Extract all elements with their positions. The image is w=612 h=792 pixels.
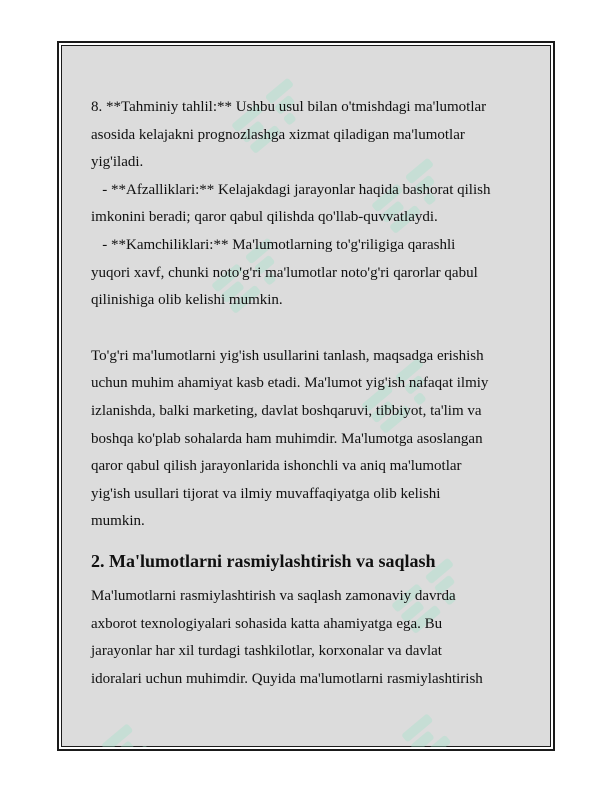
document-body (91, 94, 531, 693)
paragraph-data-collection-summary (91, 343, 531, 536)
text-line: jarayonlar har xil turdagi tashkilotlar, korxonalar va davlat (91, 643, 442, 660)
text-line: Ma'lumotlarni rasmiylashtirish va saqlash zamonaviy davrda (91, 587, 456, 604)
text-line: To'g'ri ma'lumotlarni yig'ish usullarini tanlash, maqsadga erishish (91, 347, 484, 364)
text-line: imkonini beradi; qaror qabul qilishda qo'llab-quvvatlaydi. (91, 209, 438, 226)
text-line: boshqa ko'plab sohalarda ham muhimdir. Ma'lumotga asoslangan (91, 430, 483, 447)
text-line: yig'iladi. (91, 154, 144, 171)
text-line: qaror qabul qilish jarayonlarida ishonchli va aniq ma'lumotlar (91, 458, 462, 475)
text-line: idoralari uchun muhimdir. Quyida ma'lumotlarni rasmiylashtirish (91, 670, 483, 687)
section-heading: 2. Ma'lumotlarni rasmiylashtirish va saqlash (91, 550, 436, 571)
paragraph-spacer (91, 315, 531, 343)
text-line: yuqori xavf, chunki noto'g'ri ma'lumotlar noto'g'ri qarorlar qabul (91, 264, 478, 281)
text-line: - **Afzalliklari:** Kelajakdagi jarayonlar haqida bashorat qilish (91, 181, 491, 198)
text-line: 8. **Tahminiy tahlil:** Ushbu usul bilan o'tmishdagi ma'lumotlar (91, 99, 487, 115)
text-line: qilinishiga olib kelishi mumkin. (91, 292, 283, 309)
text-line: axborot texnologiyalari sohasida katta ahamiyatga ega. Bu (91, 615, 443, 632)
text-line: asosida kelajakni prognozlashga xizmat qiladigan ma'lumotlar (91, 126, 465, 143)
text-line: uchun muhim ahamiyat kasb etadi. Ma'lumot yig'ish nafaqat ilmiy (91, 375, 489, 392)
text-line: yig'ish usullari tijorat va ilmiy muvaffaqiyatga olib kelishi (91, 485, 441, 502)
text-line: izlanishda, balki marketing, davlat boshqaruvi, tibbiyot, ta'lim va (91, 402, 482, 419)
text-line: - **Kamchiliklari:** Ma'lumotlarning to'g'riligiga qarashli (91, 236, 456, 253)
paragraph-formalization-intro (91, 583, 531, 693)
text-line: mumkin. (91, 513, 145, 530)
paragraph-predictive-analysis (91, 94, 531, 315)
